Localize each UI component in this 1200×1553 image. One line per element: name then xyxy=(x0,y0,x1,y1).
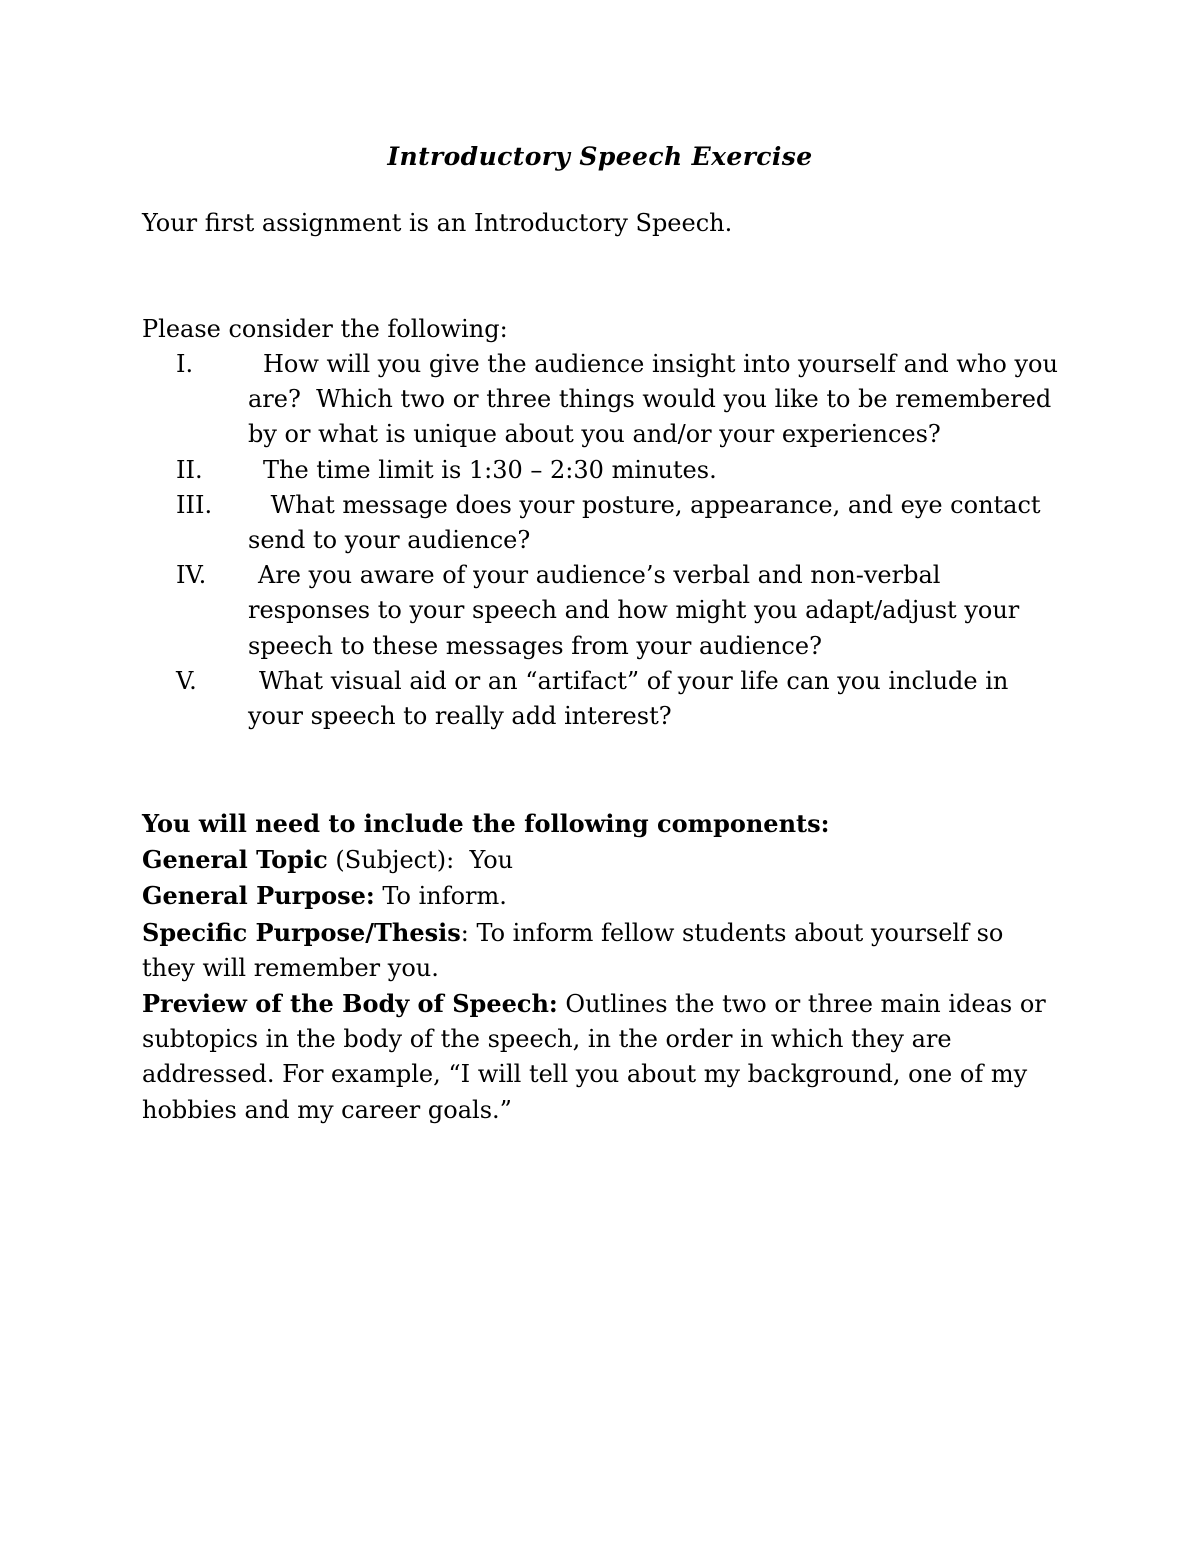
list-item xyxy=(0,664,1200,734)
list-item xyxy=(0,488,1200,558)
consider-heading: Please consider the following: xyxy=(142,315,508,343)
preview-of-body xyxy=(142,986,1062,1128)
list-item-text: What message does your posture, appearance, and eye contact send to your audience? xyxy=(248,490,1049,555)
components-heading: You will need to include the following components: xyxy=(142,809,830,838)
list-item xyxy=(0,453,1200,488)
intro-text: Your first assignment is an Introductory Speech. xyxy=(142,209,733,237)
general-purpose-label: General Purpose: xyxy=(142,881,375,911)
list-numeral: III. xyxy=(176,490,213,519)
specific-purpose-value: : To inform fellow students about yourself so they will remember you. xyxy=(142,918,1004,982)
list-item-text: How will you give the audience insight into yourself and who you are? Which two or three things would you like to be remembered by or what is unique about you and/or your experiences? xyxy=(248,350,1081,449)
preview-value: Outlines the two or three main ideas or subtopics in the body of the speech, in the order in which they are addressed. For example, “I will tell you about my background, one of my hobbies and my career goals.” xyxy=(142,990,1046,1124)
components-section xyxy=(142,806,1062,1128)
list-item-text: The time limit is 1:30 – 2:30 minutes. xyxy=(263,455,717,484)
list-item-text: What visual aid or an “artifact” of your life can you include in your speech to really add interest? xyxy=(248,666,1009,731)
document-title: Introductory Speech Exercise xyxy=(387,142,813,171)
list-numeral: V. xyxy=(176,666,197,695)
list-numeral: IV. xyxy=(176,561,207,590)
list-numeral: I. xyxy=(176,350,194,378)
preview-label: Preview of the Body of Speech: xyxy=(142,989,558,1019)
specific-purpose-label: Specific Purpose/Thesis xyxy=(142,917,461,947)
list-item-text: Are you aware of your audience’s verbal and non-verbal responses to your speech and how might you adapt/adjust your speech to these messages from your audience? xyxy=(248,561,1020,660)
list-item xyxy=(0,347,1200,453)
list-item xyxy=(0,558,1200,664)
general-topic-label: General Topic xyxy=(142,845,328,875)
general-topic xyxy=(142,842,1062,878)
list-numeral: II. xyxy=(176,455,203,484)
question-list xyxy=(0,347,1200,734)
general-purpose-value: To inform. xyxy=(374,882,507,911)
general-topic-value: (Subject): You xyxy=(327,846,514,875)
general-purpose xyxy=(142,878,1062,914)
specific-purpose xyxy=(142,915,1062,986)
